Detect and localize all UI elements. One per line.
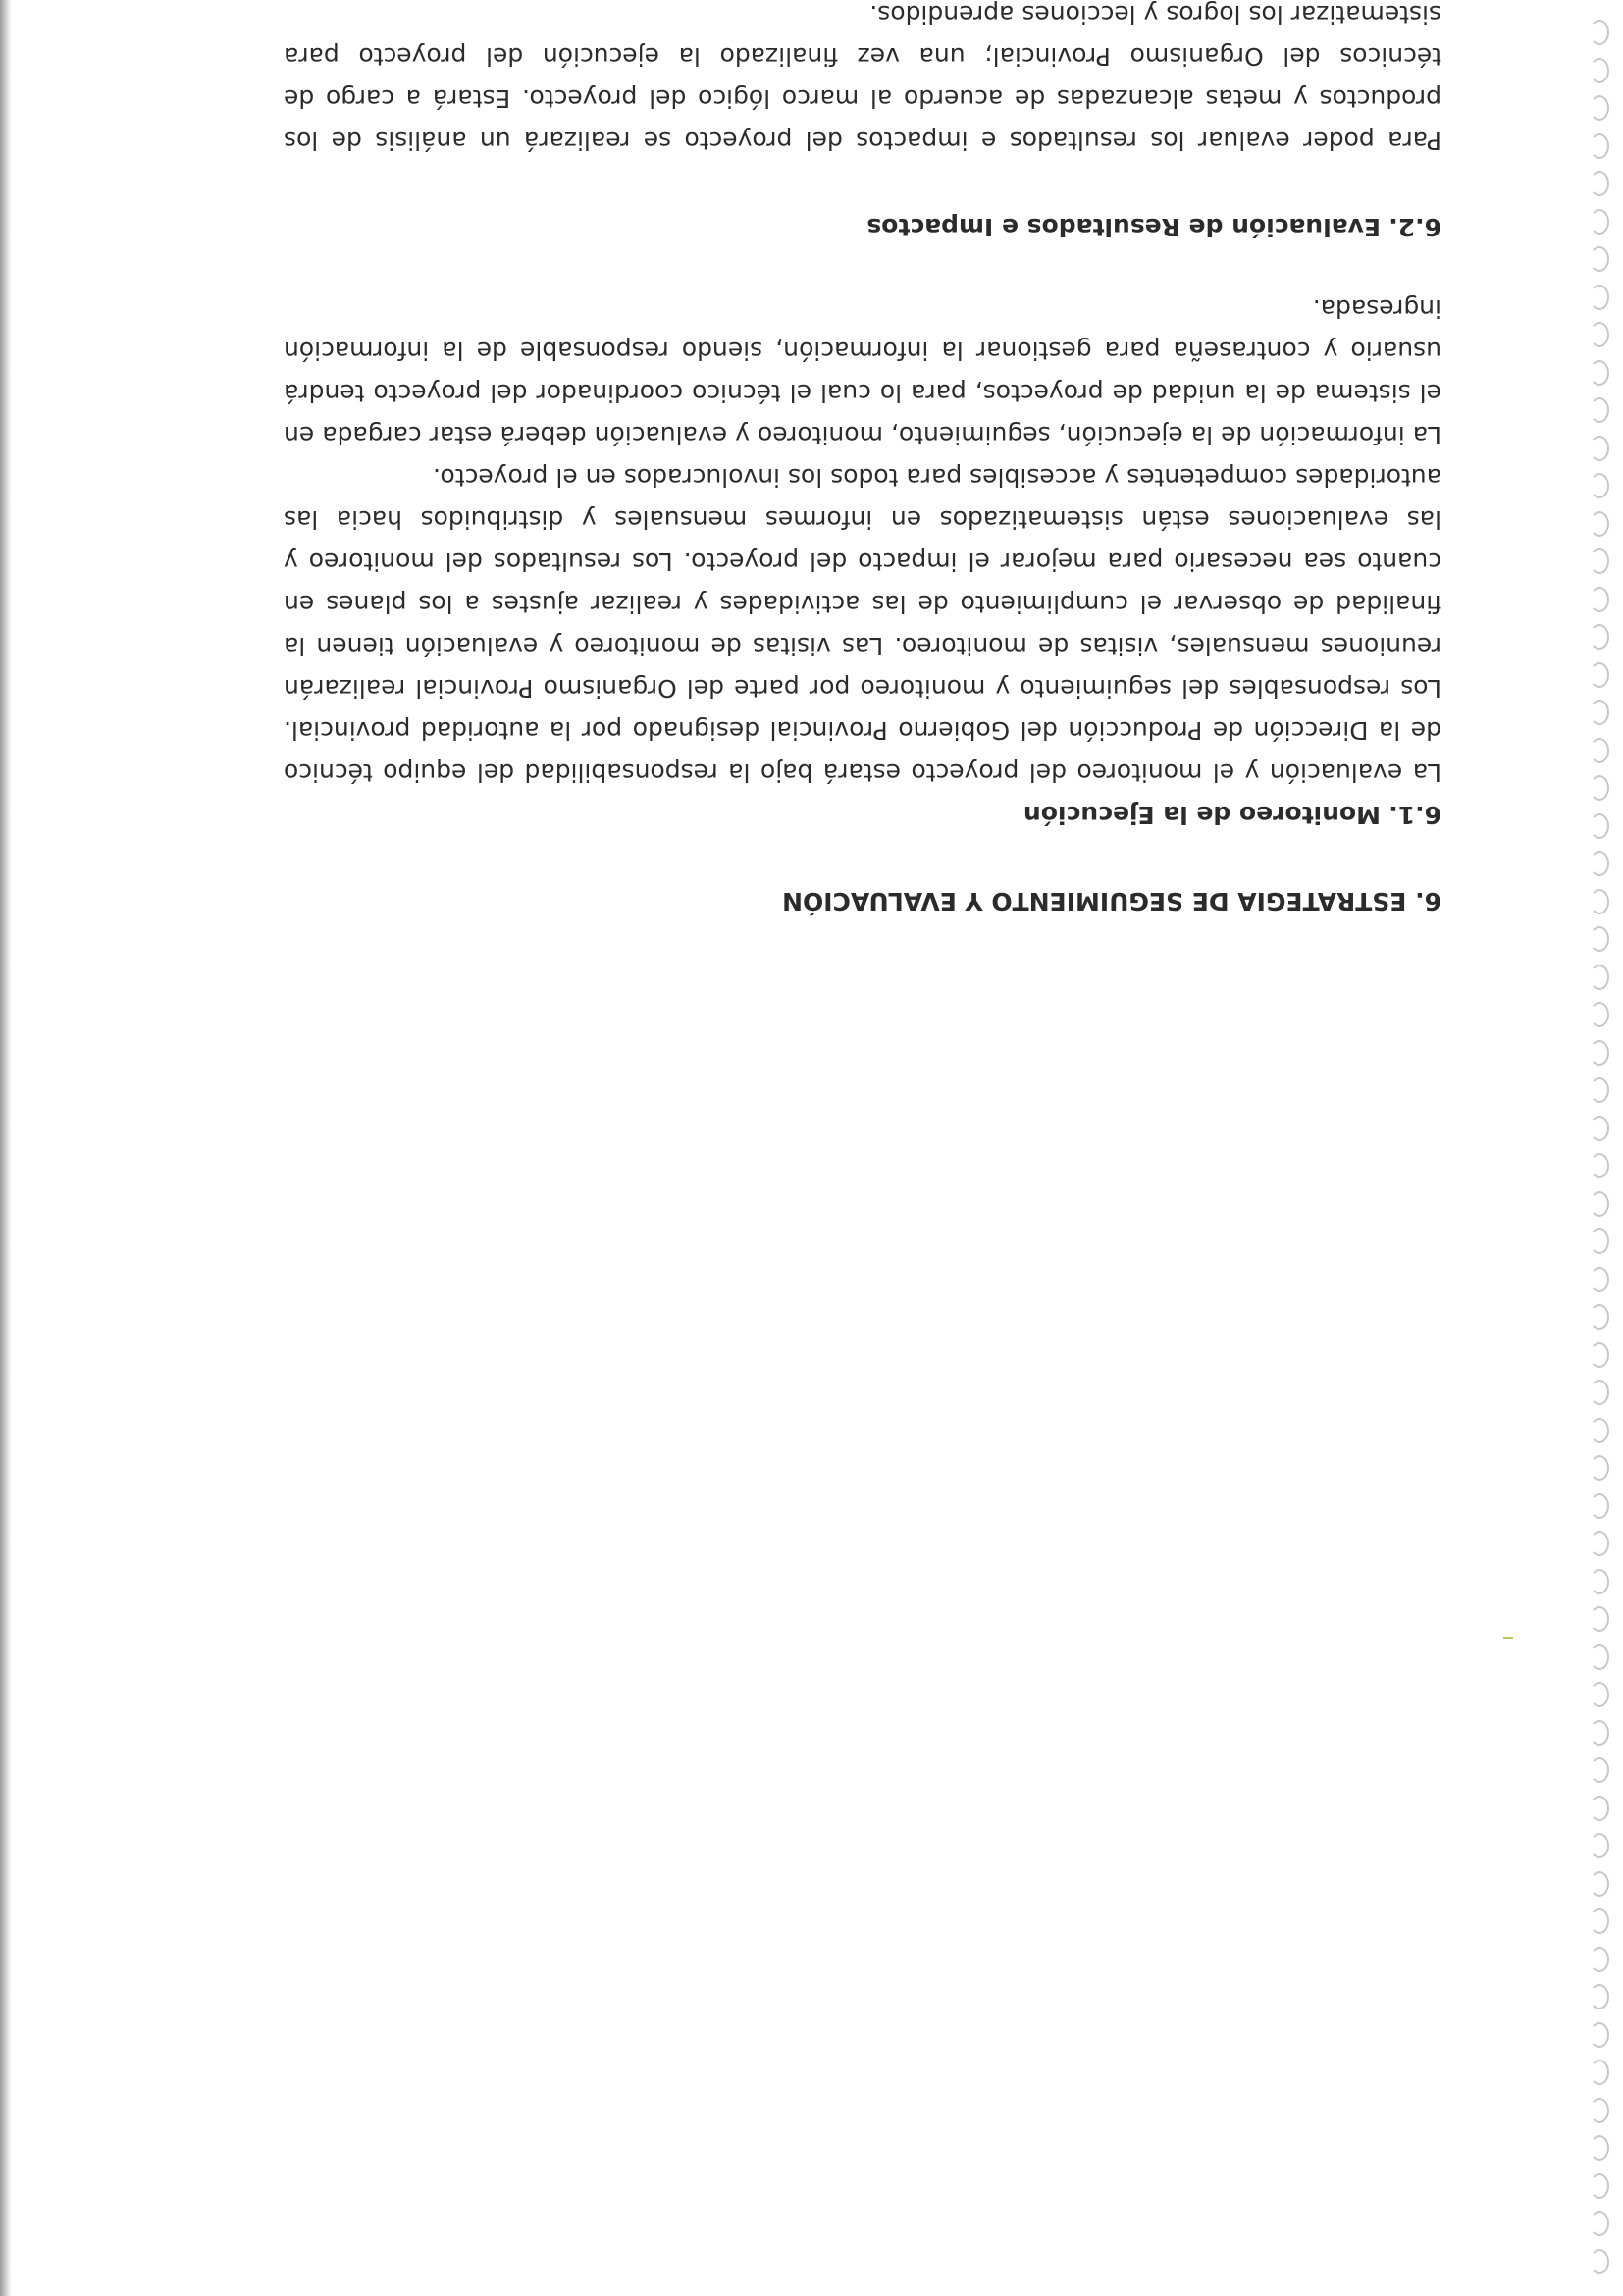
subsection-title: Monitoreo de la Ejecución xyxy=(1023,801,1381,829)
paragraph: La evaluación y el monitoreo del proyecto estará bajo la responsabilidad del equipo técnico de la Dirección de Producción del Gobierno Provincial designado por la autoridad provincial. Los responsables del seguimiento y monitoreo por parte del Organismo Provincial realizarán reuniones mensuales, visitas de monitoreo. Las visitas de monitoreo y evaluación tienen la finalidad de observar el cumplimiento de las actividades y realizar ajustes a los planes en cuanto sea necesario para mejorar el impacto del proyecto. Los resultados del monitoreo y las evaluaciones están sistematizados en informes mensuales y distribuidos hacia las autoridades competentes y accesibles para todos los involucrados en el proyecto. xyxy=(284,463,1441,787)
document-body xyxy=(284,0,1441,922)
subsection-heading-6-1 xyxy=(284,794,1441,836)
section-number: 6. xyxy=(1415,887,1441,915)
subsection-number: 6.1. xyxy=(1388,801,1441,829)
subsection-title: Evaluación de Resultados e Impactos xyxy=(866,213,1381,241)
section-title: ESTRATEGIA DE SEGUIMIENTO Y EVALUACIÓN xyxy=(782,887,1407,915)
section-heading xyxy=(284,880,1441,922)
paragraph: Para poder evaluar los resultados e impactos del proyecto se realizará un análisis de los productos y metas alcanzadas de acuerdo al marco lógico del proyecto. Estará a cargo de técnicos del Organismo Provincial; una vez finalizado la ejecución del proyecto para sistematizar los logros y lecciones aprendidos. xyxy=(284,0,1441,155)
paragraph: La información de la ejecución, seguimiento, monitoreo y evaluación deberá estar cargada en el sistema de la unidad de proyectos, para lo cual el técnico coordinador del proyecto tendrá usuario y contraseña para gestionar la información, siendo responsable de la información ingresada. xyxy=(284,294,1441,449)
subsection-number: 6.2. xyxy=(1388,213,1441,241)
subsection-heading-6-2 xyxy=(284,206,1441,248)
